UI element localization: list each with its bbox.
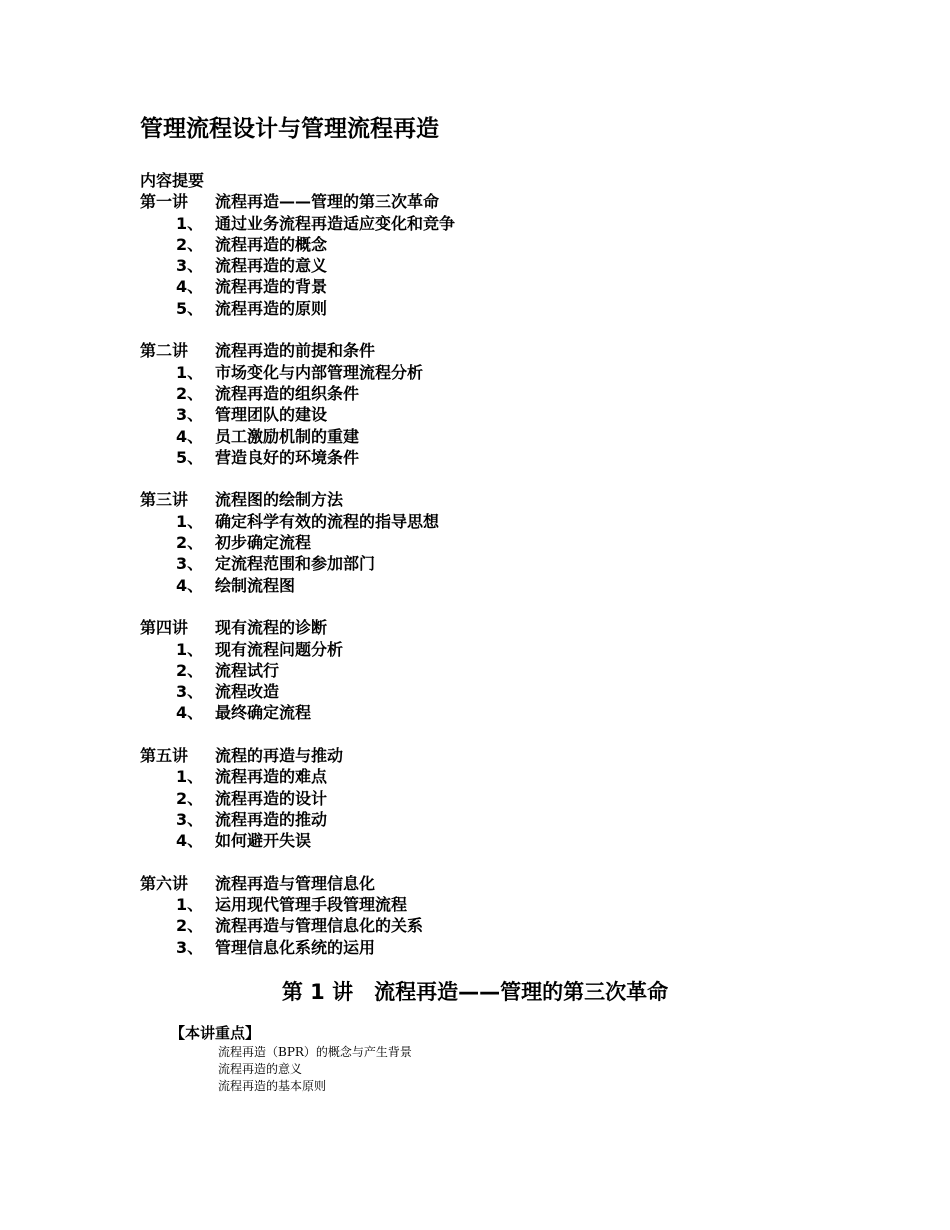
lecture-title: 流程的再造与推动 (215, 746, 344, 766)
lecture-title: 流程再造——管理的第三次革命 (215, 192, 440, 212)
item-text: 流程再造的难点 (215, 767, 328, 787)
list-item (140, 809, 840, 830)
list-item (140, 532, 840, 553)
lecture-title: 流程再造与管理信息化 (215, 873, 376, 893)
list-item (140, 915, 840, 936)
key-point-item: 流程再造（BPR）的概念与产生背景 (218, 1045, 412, 1059)
item-text: 流程再造的推动 (215, 809, 328, 829)
lecture-heading (140, 873, 840, 894)
list-item (140, 575, 840, 596)
item-number: 4、 (176, 703, 204, 723)
item-text: 如何避开失误 (215, 831, 312, 851)
item-number: 2、 (176, 234, 204, 254)
item-number: 3、 (176, 405, 204, 425)
item-number: 1、 (176, 511, 204, 531)
list-item (140, 213, 840, 234)
item-number: 4、 (176, 575, 204, 595)
item-number: 4、 (176, 831, 204, 851)
lecture-3 (140, 489, 840, 595)
item-text: 流程再造的组织条件 (215, 383, 360, 403)
item-number: 2、 (176, 916, 204, 936)
list-item (140, 276, 840, 297)
list-item (140, 234, 840, 255)
item-number: 4、 (176, 426, 204, 446)
list-item (140, 894, 840, 915)
key-point-item: 流程再造的基本原则 (218, 1079, 327, 1093)
list-item (140, 681, 840, 702)
list-item (140, 383, 840, 404)
lecture-heading (140, 191, 840, 212)
item-text: 员工激励机制的重建 (215, 426, 360, 446)
item-text: 通过业务流程再造适应变化和竞争 (215, 213, 456, 233)
list-item (140, 830, 840, 851)
list-item (140, 660, 840, 681)
item-number: 5、 (176, 447, 204, 467)
item-number: 1、 (176, 639, 204, 659)
lecture-6 (140, 873, 840, 958)
lecture-heading (140, 489, 840, 510)
lecture-label: 第一讲 (140, 192, 189, 212)
lecture-label: 第三讲 (140, 490, 189, 510)
lecture-heading (140, 745, 840, 766)
item-number: 3、 (176, 682, 204, 702)
key-point-item: 流程再造的意义 (218, 1062, 303, 1076)
item-text: 定流程范围和参加部门 (215, 554, 376, 574)
lecture-2 (140, 340, 840, 468)
item-text: 运用现代管理手段管理流程 (215, 895, 408, 915)
key-points-section (170, 1022, 412, 1095)
item-text: 流程再造的概念 (215, 234, 328, 254)
lecture-5 (140, 745, 840, 851)
item-text: 流程再造与管理信息化的关系 (215, 916, 424, 936)
list-item (140, 298, 840, 319)
lecture-1 (140, 191, 840, 319)
lecture-label: 第六讲 (140, 873, 189, 893)
item-text: 管理信息化系统的运用 (215, 937, 376, 957)
item-text: 确定科学有效的流程的指导思想 (215, 511, 440, 531)
lecture-label: 第二讲 (140, 341, 189, 361)
item-text: 流程改造 (215, 682, 280, 702)
item-number: 5、 (176, 298, 204, 318)
lecture-heading (140, 617, 840, 638)
list-item (140, 362, 840, 383)
item-number: 3、 (176, 554, 204, 574)
list-item (140, 788, 840, 809)
item-number: 2、 (176, 533, 204, 553)
item-text: 流程试行 (215, 660, 280, 680)
lecture-title: 流程再造的前提和条件 (215, 341, 376, 361)
item-number: 1、 (176, 362, 204, 382)
toc-heading: 内容提要 (140, 171, 205, 190)
item-text: 初步确定流程 (215, 533, 312, 553)
lecture-4 (140, 617, 840, 723)
lecture-title: 流程图的绘制方法 (215, 490, 344, 510)
key-points-label: 【本讲重点】 (170, 1024, 261, 1042)
item-text: 绘制流程图 (215, 575, 296, 595)
lecture-heading (140, 340, 840, 361)
item-text: 流程再造的背景 (215, 277, 328, 297)
chapter-title: 第 1 讲 流程再造——管理的第三次革命 (281, 980, 669, 1004)
item-text: 营造良好的环境条件 (215, 447, 360, 467)
item-number: 2、 (176, 383, 204, 403)
table-of-contents (140, 170, 840, 958)
lecture-label: 第五讲 (140, 746, 189, 766)
item-text: 管理团队的建设 (215, 405, 328, 425)
item-text: 流程再造的原则 (215, 298, 328, 318)
list-item (140, 426, 840, 447)
document-title: 管理流程设计与管理流程再造 (140, 116, 439, 142)
item-text: 市场变化与内部管理流程分析 (215, 362, 424, 382)
list-item (140, 702, 840, 723)
item-number: 2、 (176, 660, 204, 680)
list-item (140, 766, 840, 787)
item-number: 3、 (176, 809, 204, 829)
list-item (140, 447, 840, 468)
item-text: 最终确定流程 (215, 703, 312, 723)
item-number: 1、 (176, 213, 204, 233)
list-item (140, 404, 840, 425)
item-number: 2、 (176, 788, 204, 808)
list-item (140, 553, 840, 574)
item-number: 3、 (176, 937, 204, 957)
key-points-list (218, 1044, 412, 1095)
list-item (140, 937, 840, 958)
list-item (140, 255, 840, 276)
item-number: 1、 (176, 895, 204, 915)
item-number: 3、 (176, 256, 204, 276)
item-number: 1、 (176, 767, 204, 787)
list-item (140, 511, 840, 532)
item-number: 4、 (176, 277, 204, 297)
list-item (140, 639, 840, 660)
item-text: 现有流程问题分析 (215, 639, 344, 659)
item-text: 流程再造的意义 (215, 256, 328, 276)
item-text: 流程再造的设计 (215, 788, 328, 808)
lecture-title: 现有流程的诊断 (215, 618, 328, 638)
lecture-label: 第四讲 (140, 618, 189, 638)
